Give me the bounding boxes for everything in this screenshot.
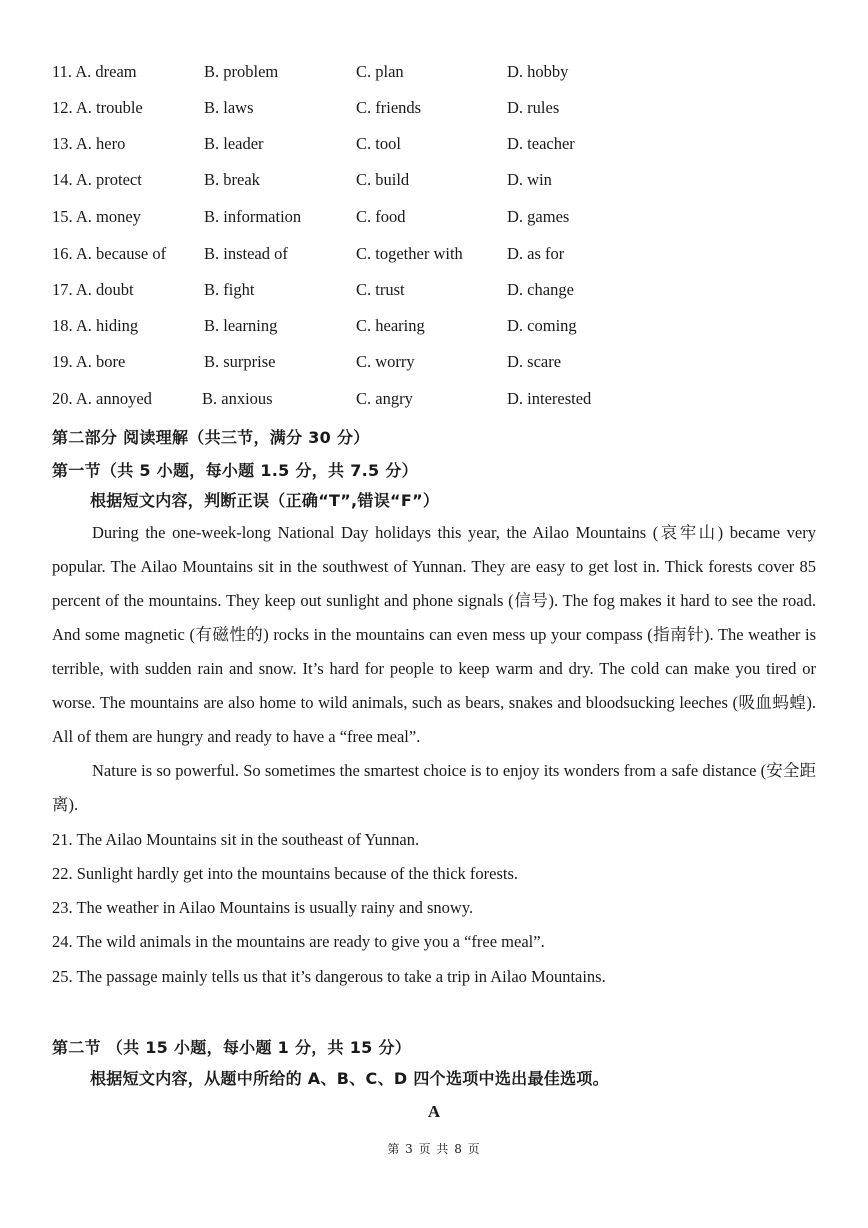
option-d: D. interested <box>507 389 592 408</box>
option-c: C. tool <box>356 134 401 153</box>
option-a: 15. A. money <box>52 207 141 226</box>
section-title: 第二节 （共 15 小题，每小题 1 分，共 15 分） <box>52 1038 412 1057</box>
option-c: C. food <box>356 207 406 226</box>
option-d: D. change <box>507 280 574 299</box>
passage-paragraph: During the one-week-long National Day holidays this year, the Ailao Mountains (哀牢山) became very popular. The Ailao Mountains sit in the southwest of Yunnan. They are easy to get lost in. Thick forests cover 85 percent of the mountains. They keep out sunlight and phone signals (信号). The fog makes it hard to see the road. And some magnetic (有磁性的) rocks in the mountains can even mess up your compass (指南针). The weather is terrible, with sudden rain and snow. It’s hard for people to keep warm and dry. The cold can make you tired or worse. The mountains are also home to wild animals, such as bears, snakes and bloodsucking leeches (吸血蚂蝗). All of them are hungry and ready to have a “free meal”. <box>52 523 816 746</box>
option-a: 18. A. hiding <box>52 316 139 335</box>
option-a: 13. A. hero <box>52 134 126 153</box>
option-b: B. problem <box>204 62 279 81</box>
reading-passage <box>52 516 816 822</box>
option-a: 17. A. doubt <box>52 280 134 299</box>
option-c: C. plan <box>356 62 404 81</box>
option-b: B. surprise <box>204 352 276 371</box>
option-b: B. learning <box>204 316 278 335</box>
option-d: D. scare <box>507 352 562 371</box>
option-c: C. angry <box>356 389 413 408</box>
part-title: 第二部分 阅读理解（共三节，满分 30 分） <box>52 428 370 447</box>
option-a: 20. A. annoyed <box>52 389 152 408</box>
option-b: B. fight <box>204 280 255 299</box>
option-row <box>0 205 868 229</box>
statement-item: 22. Sunlight hardly get into the mountains because of the thick forests. <box>52 864 519 883</box>
option-d: D. hobby <box>507 62 569 81</box>
option-c: C. hearing <box>356 316 425 335</box>
option-b: B. anxious <box>202 389 273 408</box>
option-c: C. build <box>356 170 410 189</box>
option-b: B. instead of <box>204 244 288 263</box>
option-row <box>0 387 868 411</box>
statement-item: 23. The weather in Ailao Mountains is usually rainy and snowy. <box>52 898 474 917</box>
option-d: D. rules <box>507 98 560 117</box>
option-row <box>0 314 868 338</box>
option-c: C. worry <box>356 352 415 371</box>
section-instruction: 根据短文内容，判断正误（正确“T”,错误“F”） <box>90 491 440 510</box>
option-row <box>0 168 868 192</box>
section-title: 第一节（共 5 小题，每小题 1.5 分，共 7.5 分） <box>52 461 418 480</box>
option-row <box>0 278 868 302</box>
statement-item: 21. The Ailao Mountains sit in the southeast of Yunnan. <box>52 830 420 849</box>
option-b: B. information <box>204 207 302 226</box>
option-b: B. leader <box>204 134 264 153</box>
option-a: 14. A. protect <box>52 170 142 189</box>
option-d: D. teacher <box>507 134 575 153</box>
option-a: 12. A. trouble <box>52 98 143 117</box>
section-instruction: 根据短文内容，从题中所给的 A、B、C、D 四个选项中选出最佳选项。 <box>90 1069 609 1088</box>
option-row <box>0 242 868 266</box>
page-number-footer: 第 3 页 共 8 页 <box>387 1142 481 1156</box>
option-row <box>0 96 868 120</box>
option-row <box>0 132 868 156</box>
passage-label: A <box>427 1102 441 1121</box>
option-d: D. games <box>507 207 570 226</box>
option-a: 16. A. because of <box>52 244 167 263</box>
option-d: D. coming <box>507 316 577 335</box>
option-d: D. as for <box>507 244 565 263</box>
option-b: B. laws <box>204 98 254 117</box>
option-c: C. together with <box>356 244 463 263</box>
option-c: C. trust <box>356 280 405 299</box>
passage-paragraph: Nature is so powerful. So sometimes the smartest choice is to enjoy its wonders from a safe distance (安全距离). <box>52 761 816 814</box>
option-c: C. friends <box>356 98 422 117</box>
option-row <box>0 350 868 374</box>
statement-item: 24. The wild animals in the mountains are ready to give you a “free meal”. <box>52 932 545 951</box>
option-d: D. win <box>507 170 552 189</box>
option-row <box>0 60 868 84</box>
option-a: 19. A. bore <box>52 352 126 371</box>
option-b: B. break <box>204 170 260 189</box>
option-a: 11. A. dream <box>52 62 137 81</box>
statement-item: 25. The passage mainly tells us that it’s dangerous to take a trip in Ailao Mountains. <box>52 967 606 986</box>
